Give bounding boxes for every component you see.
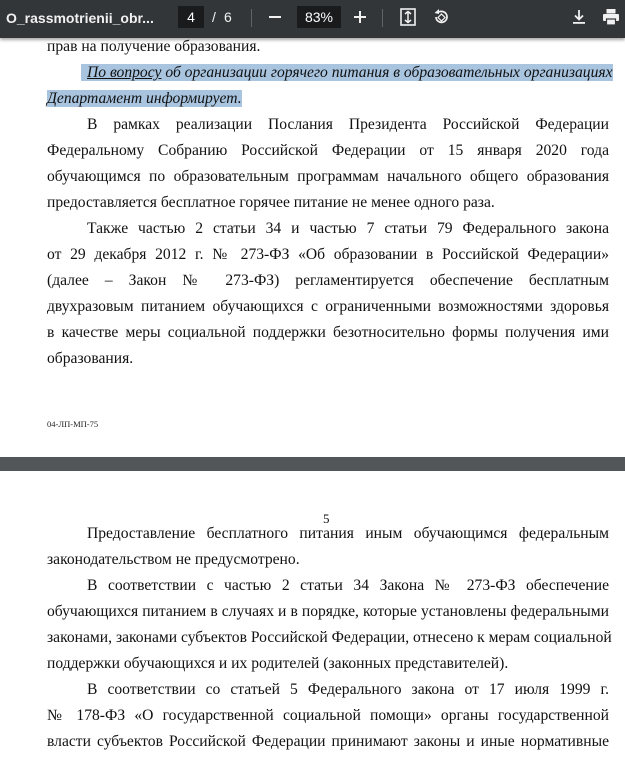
page-separator: / — [212, 9, 216, 25]
text-line: образования. — [47, 350, 134, 367]
zoom-in-button[interactable] — [347, 4, 373, 30]
text-line: обучающимся по образовательным программам начального общего образования — [47, 168, 609, 185]
document-title[interactable]: O_rassmotrienii_obr... — [6, 10, 154, 26]
total-pages: 6 — [224, 9, 232, 25]
page5-text — [47, 521, 612, 755]
rotate-icon — [432, 8, 450, 26]
text-line: Также частью 2 статьи 34 и частью 7 статьи 79 Федерального закона — [87, 220, 609, 237]
underlined-text: По вопросу — [87, 64, 162, 81]
text-line: Федеральному Собранию Российской Федерации от 15 января 2020 года — [47, 142, 609, 159]
rotate-button[interactable] — [428, 4, 454, 30]
print-icon — [602, 8, 620, 26]
document-footer-code: 04-ЛП-МП-75 — [47, 419, 99, 429]
toolbar-divider — [251, 9, 252, 27]
text-line: законами, законами субъектов Российской Федерации, отнесено к мерам социальной — [47, 629, 612, 646]
fit-to-page-button[interactable] — [395, 4, 421, 30]
text-line: предоставляется бесплатное горячее питание не менее одного раза. — [47, 194, 495, 211]
highlighted-text-line[interactable] — [47, 60, 613, 86]
pdf-page-5 — [0, 471, 625, 763]
text-line: В соответствии с частью 2 статьи 34 Закона № 273-ФЗ обеспечение — [87, 577, 609, 594]
text-line: от 29 декабря 2012 г. № 273-ФЗ «Об образовании в Российской Федерации» — [47, 246, 609, 263]
text-line: обучающихся питанием в случаях и в порядке, которые установлены федеральными — [47, 603, 609, 620]
zoom-input[interactable] — [297, 6, 341, 28]
text-line: в качестве меры социальной поддержки безотносительно формы получения ими — [47, 324, 609, 341]
pdf-toolbar — [0, 0, 625, 38]
text-line: власти субъектов Российской Федерации принимают законы и иные нормативные — [47, 733, 609, 750]
text-line: В рамках реализации Послания Президента Российской Федерации — [87, 116, 609, 133]
fit-page-icon — [399, 8, 417, 26]
highlighted-text-line[interactable] — [47, 86, 609, 112]
highlighted-text: Департамент информирует. — [47, 90, 242, 107]
text-line: двухразовым питанием обучающихся с ограниченными возможностями здоровья — [47, 298, 609, 315]
download-button[interactable] — [566, 4, 592, 30]
print-button[interactable] — [598, 4, 624, 30]
minus-icon — [268, 10, 282, 24]
highlighted-text: об организации горячего питания в образовательных организациях — [161, 64, 613, 81]
zoom-out-button[interactable] — [262, 4, 288, 30]
text-line: № 178-ФЗ «О государственной социальной помощи» органы государственной — [47, 707, 609, 724]
text-line: поддержки обучающихся и их родителей (законных представителей). — [47, 655, 509, 672]
text-line: прав на получение образования. — [47, 38, 261, 55]
text-line: законодательством не предусмотрено. — [47, 551, 300, 568]
download-icon — [571, 9, 587, 25]
plus-icon — [353, 10, 367, 24]
text-line: В соответствии со статьей 5 Федерального закона от 17 июля 1999 г. — [87, 681, 609, 698]
page4-text — [47, 34, 613, 372]
text-line: (далее – Закон № 273-ФЗ) регламентируется обеспечение бесплатным — [47, 272, 609, 289]
text-line: Предоставление бесплатного питания иным обучающимся федеральным — [87, 525, 609, 542]
page-number: 5 — [323, 511, 330, 526]
page-number-input[interactable] — [178, 6, 204, 28]
toolbar-divider — [382, 9, 383, 27]
